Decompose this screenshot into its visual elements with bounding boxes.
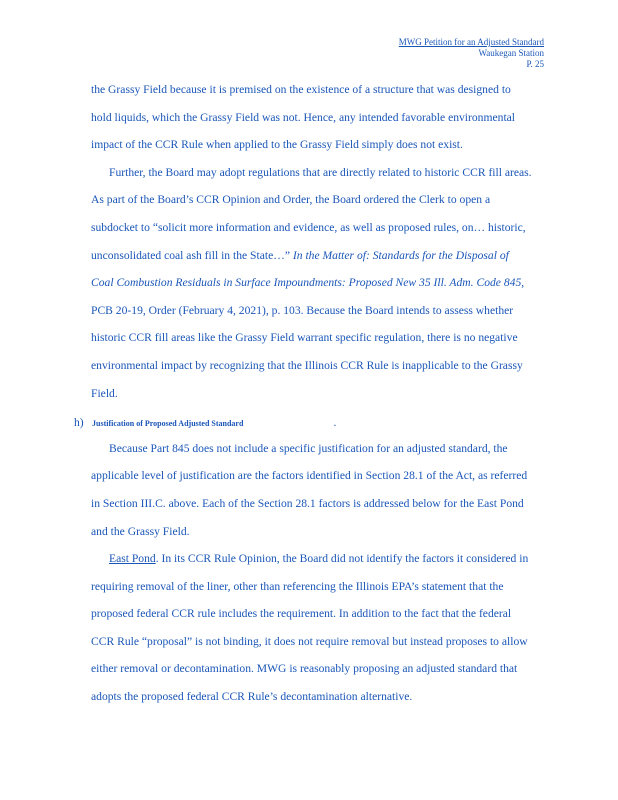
section-letter: h) [74, 416, 84, 429]
text-line: historic CCR fill areas like the Grassy Field warrant specific regulation, there is no negative [91, 331, 518, 345]
header-station: Waukegan Station [478, 48, 544, 58]
text-line: hold liquids, which the Grassy Field was not. Hence, any intended favorable environmental [91, 110, 516, 124]
body-text [91, 76, 603, 711]
text-line: Field. [91, 386, 118, 400]
text-line [91, 545, 603, 573]
text-line: Because Part 845 does not include a specific justification for an adjusted standard, the [109, 441, 508, 455]
case-citation: In the Matter of: Standards for the Disposal of [289, 248, 509, 262]
text-line: proposed federal CCR rule includes the requirement. In addition to the fact that the federal [91, 607, 512, 621]
text-line: impact of the CCR Rule when applied to the Grassy Field simply does not exist. [91, 138, 463, 152]
text-line: environmental impact by recognizing that the Illinois CCR Rule is inapplicable to the Grassy [91, 358, 523, 372]
section-title: Justification of Proposed Adjusted Standard [92, 419, 244, 428]
paragraph-east-pond [91, 545, 603, 711]
text-line: the Grassy Field because it is premised on the existence of a structure that was designed to [91, 83, 511, 96]
text-line: and the Grassy Field. [91, 524, 190, 538]
text-line: PCB 20-19, Order (February 4, 2021), p. 103. Because the Board intends to assess whether [91, 303, 514, 317]
text-line: CCR Rule “proposal” is not binding, it does not require removal but instead proposes to allow [91, 634, 528, 648]
header-title: MWG Petition for an Adjusted Standard [398, 37, 544, 47]
text-line: requiring removal of the liner, other than referencing the Illinois EPA’s statement that the [91, 579, 504, 593]
running-header [399, 37, 544, 70]
text-span: . In its CCR Rule Opinion, the Board did not identify the factors it considered in [155, 552, 529, 566]
text-line: applicable level of justification are the factors identified in Section 28.1 of the Act, as referred [91, 469, 528, 483]
text-line: subdocket to “solicit more information and evidence, as well as proposed rules, on… historic, [91, 220, 526, 234]
text-line: As part of the Board’s CCR Opinion and Order, the Board ordered the Clerk to open a [91, 193, 491, 207]
paragraph-justification [91, 435, 603, 545]
quote-text: unconsolidated coal ash fill in the State…” [91, 248, 290, 262]
section-heading [74, 409, 336, 438]
text-line: either removal or decontamination. MWG is reasonably proposing an adjusted standard that [91, 662, 518, 676]
text-line [91, 242, 603, 270]
text-line: in Section III.C. above. Each of the Section 28.1 factors is addressed below for the East Pond [91, 496, 524, 510]
text-line: adopts the proposed federal CCR Rule’s decontamination alternative. [91, 690, 413, 704]
case-citation-line: Coal Combustion Residuals in Surface Impoundments: Proposed New 35 Ill. Adm. Code 845, [91, 276, 525, 290]
paragraph-historic-fill-regulation [91, 159, 603, 407]
subheading-east-pond: East Pond [109, 552, 156, 566]
header-page-number: P. 25 [526, 59, 544, 69]
paragraph-grassy-field-impact [91, 76, 603, 159]
section-trail: . [333, 416, 337, 429]
text-line: Further, the Board may adopt regulations that are directly related to historic CCR fill areas. [109, 165, 532, 179]
